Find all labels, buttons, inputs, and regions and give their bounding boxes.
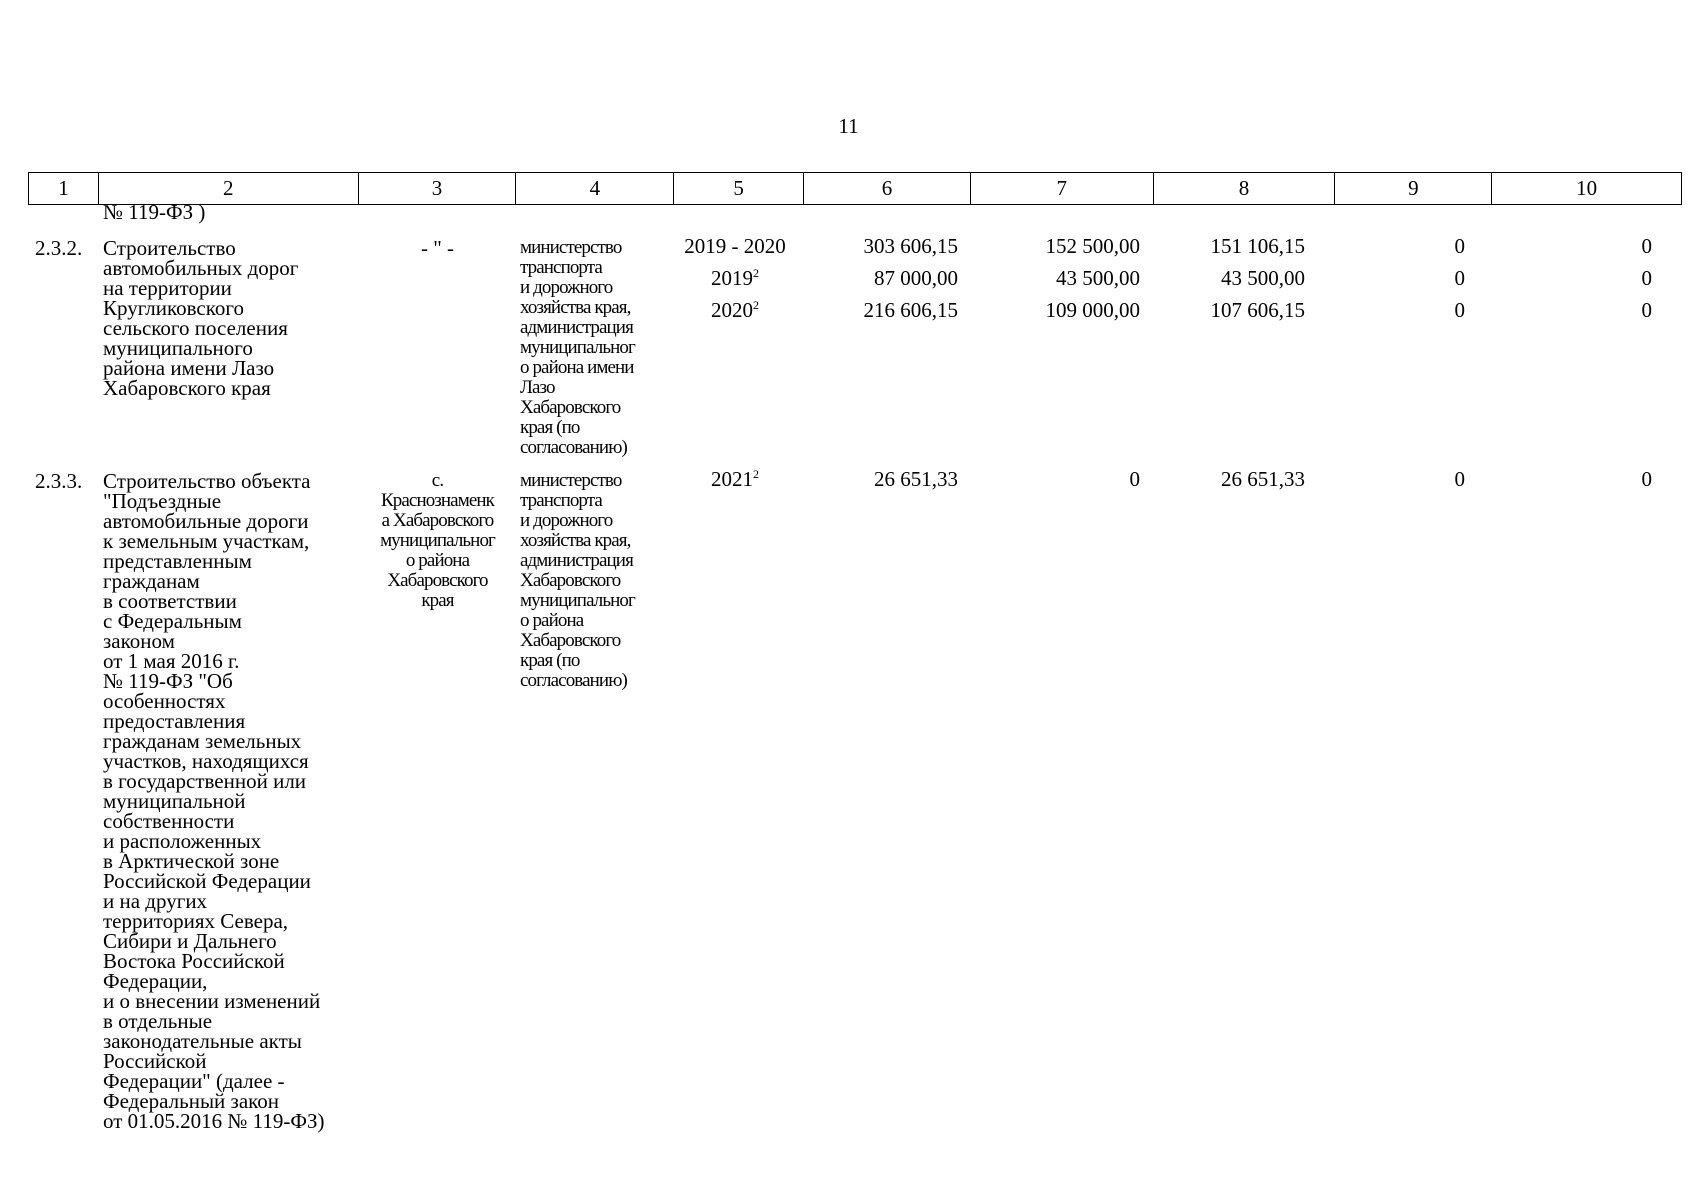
row-number: 2.3.3. (35, 469, 83, 493)
row-federal: 0 (1129, 467, 1140, 491)
page-number: 11 (838, 114, 859, 138)
period-text: 2021 (711, 467, 753, 491)
row-regional: 26 651,33 (1221, 467, 1305, 491)
row-local: 0 (1454, 467, 1465, 491)
row-federal: 152 500,00 (1045, 234, 1140, 258)
row-name: Строительство объекта "Подъездные автомобильные дороги к земельным участкам, представленным гражданам в соответствии с Федеральным законом от 1 мая 2016 г. № 119-ФЗ "Об особенностях предоставления гражданам земельных участков, находящихся в государственной или муниципальной собственности и расположенных в Арктической зоне Российской Федерации и на других территориях Севера, Сибири и Дальнего Востока Российской Федерации, и о внесении изменений в отдельные законодательные акты Российской Федерации" (далее - Федеральный закон от 01.05.2016 № 119-ФЗ) (103, 469, 325, 1133)
column-header-7: 7 (971, 173, 1154, 204)
row-local: 0 (1454, 234, 1465, 258)
row-other: 0 (1641, 234, 1652, 258)
row-period (675, 262, 795, 294)
column-header-9: 9 (1335, 173, 1492, 204)
row-regional: 151 106,15 (1210, 234, 1305, 258)
period-text: 2020 (711, 298, 753, 322)
row-executor: министерство транспорта и дорожного хозяйства края, администрация Хабаровского муниципальног о района Хабаровского края (по согласованию) (520, 470, 635, 691)
row-other: 0 (1641, 266, 1652, 290)
footnote-mark: 2 (753, 266, 759, 280)
row-period (675, 463, 795, 495)
row-number: 2.3.2. (35, 236, 83, 260)
period-text: 2019 (711, 266, 753, 290)
row-federal: 109 000,00 (1045, 298, 1140, 322)
row-regional: 43 500,00 (1221, 266, 1305, 290)
column-header-4: 4 (516, 173, 674, 204)
row-total: 216 606,15 (863, 298, 958, 322)
column-header-8: 8 (1154, 173, 1336, 204)
continuation-text: № 119-ФЗ ) (103, 200, 206, 224)
column-header-2: 2 (99, 173, 359, 204)
row-name: Строительство автомобильных дорог на территории Кругликовского сельского поселения муниципального района имени Лазо Хабаровского края (103, 236, 299, 400)
column-header-3: 3 (359, 173, 517, 204)
row-other: 0 (1641, 298, 1652, 322)
row-total: 303 606,15 (863, 234, 958, 258)
row-location: - " - (420, 236, 455, 260)
footnote-mark: 2 (753, 467, 759, 481)
row-local: 0 (1454, 266, 1465, 290)
row-other: 0 (1641, 467, 1652, 491)
row-period (675, 294, 795, 326)
header-underline (28, 204, 1666, 205)
row-period (675, 230, 795, 262)
row-federal: 43 500,00 (1056, 266, 1140, 290)
row-local: 0 (1454, 298, 1465, 322)
row-regional: 107 606,15 (1210, 298, 1305, 322)
column-header-5: 5 (674, 173, 804, 204)
column-header-10: 10 (1576, 176, 1598, 200)
row-total: 87 000,00 (874, 266, 958, 290)
row-total: 26 651,33 (874, 467, 958, 491)
table-header (28, 172, 1682, 205)
period-text: 2019 - 2020 (684, 234, 786, 258)
row-location: с. Краснознаменк а Хабаровского муниципальног о района Хабаровского края (380, 470, 495, 611)
column-header-1: 1 (29, 173, 99, 204)
row-executor: министерство транспорта и дорожного хозяйства края, администрация муниципальног о района имени Лазо Хабаровского края (по согласованию) (520, 237, 635, 458)
column-header-6: 6 (804, 173, 971, 204)
footnote-mark: 2 (753, 298, 759, 312)
